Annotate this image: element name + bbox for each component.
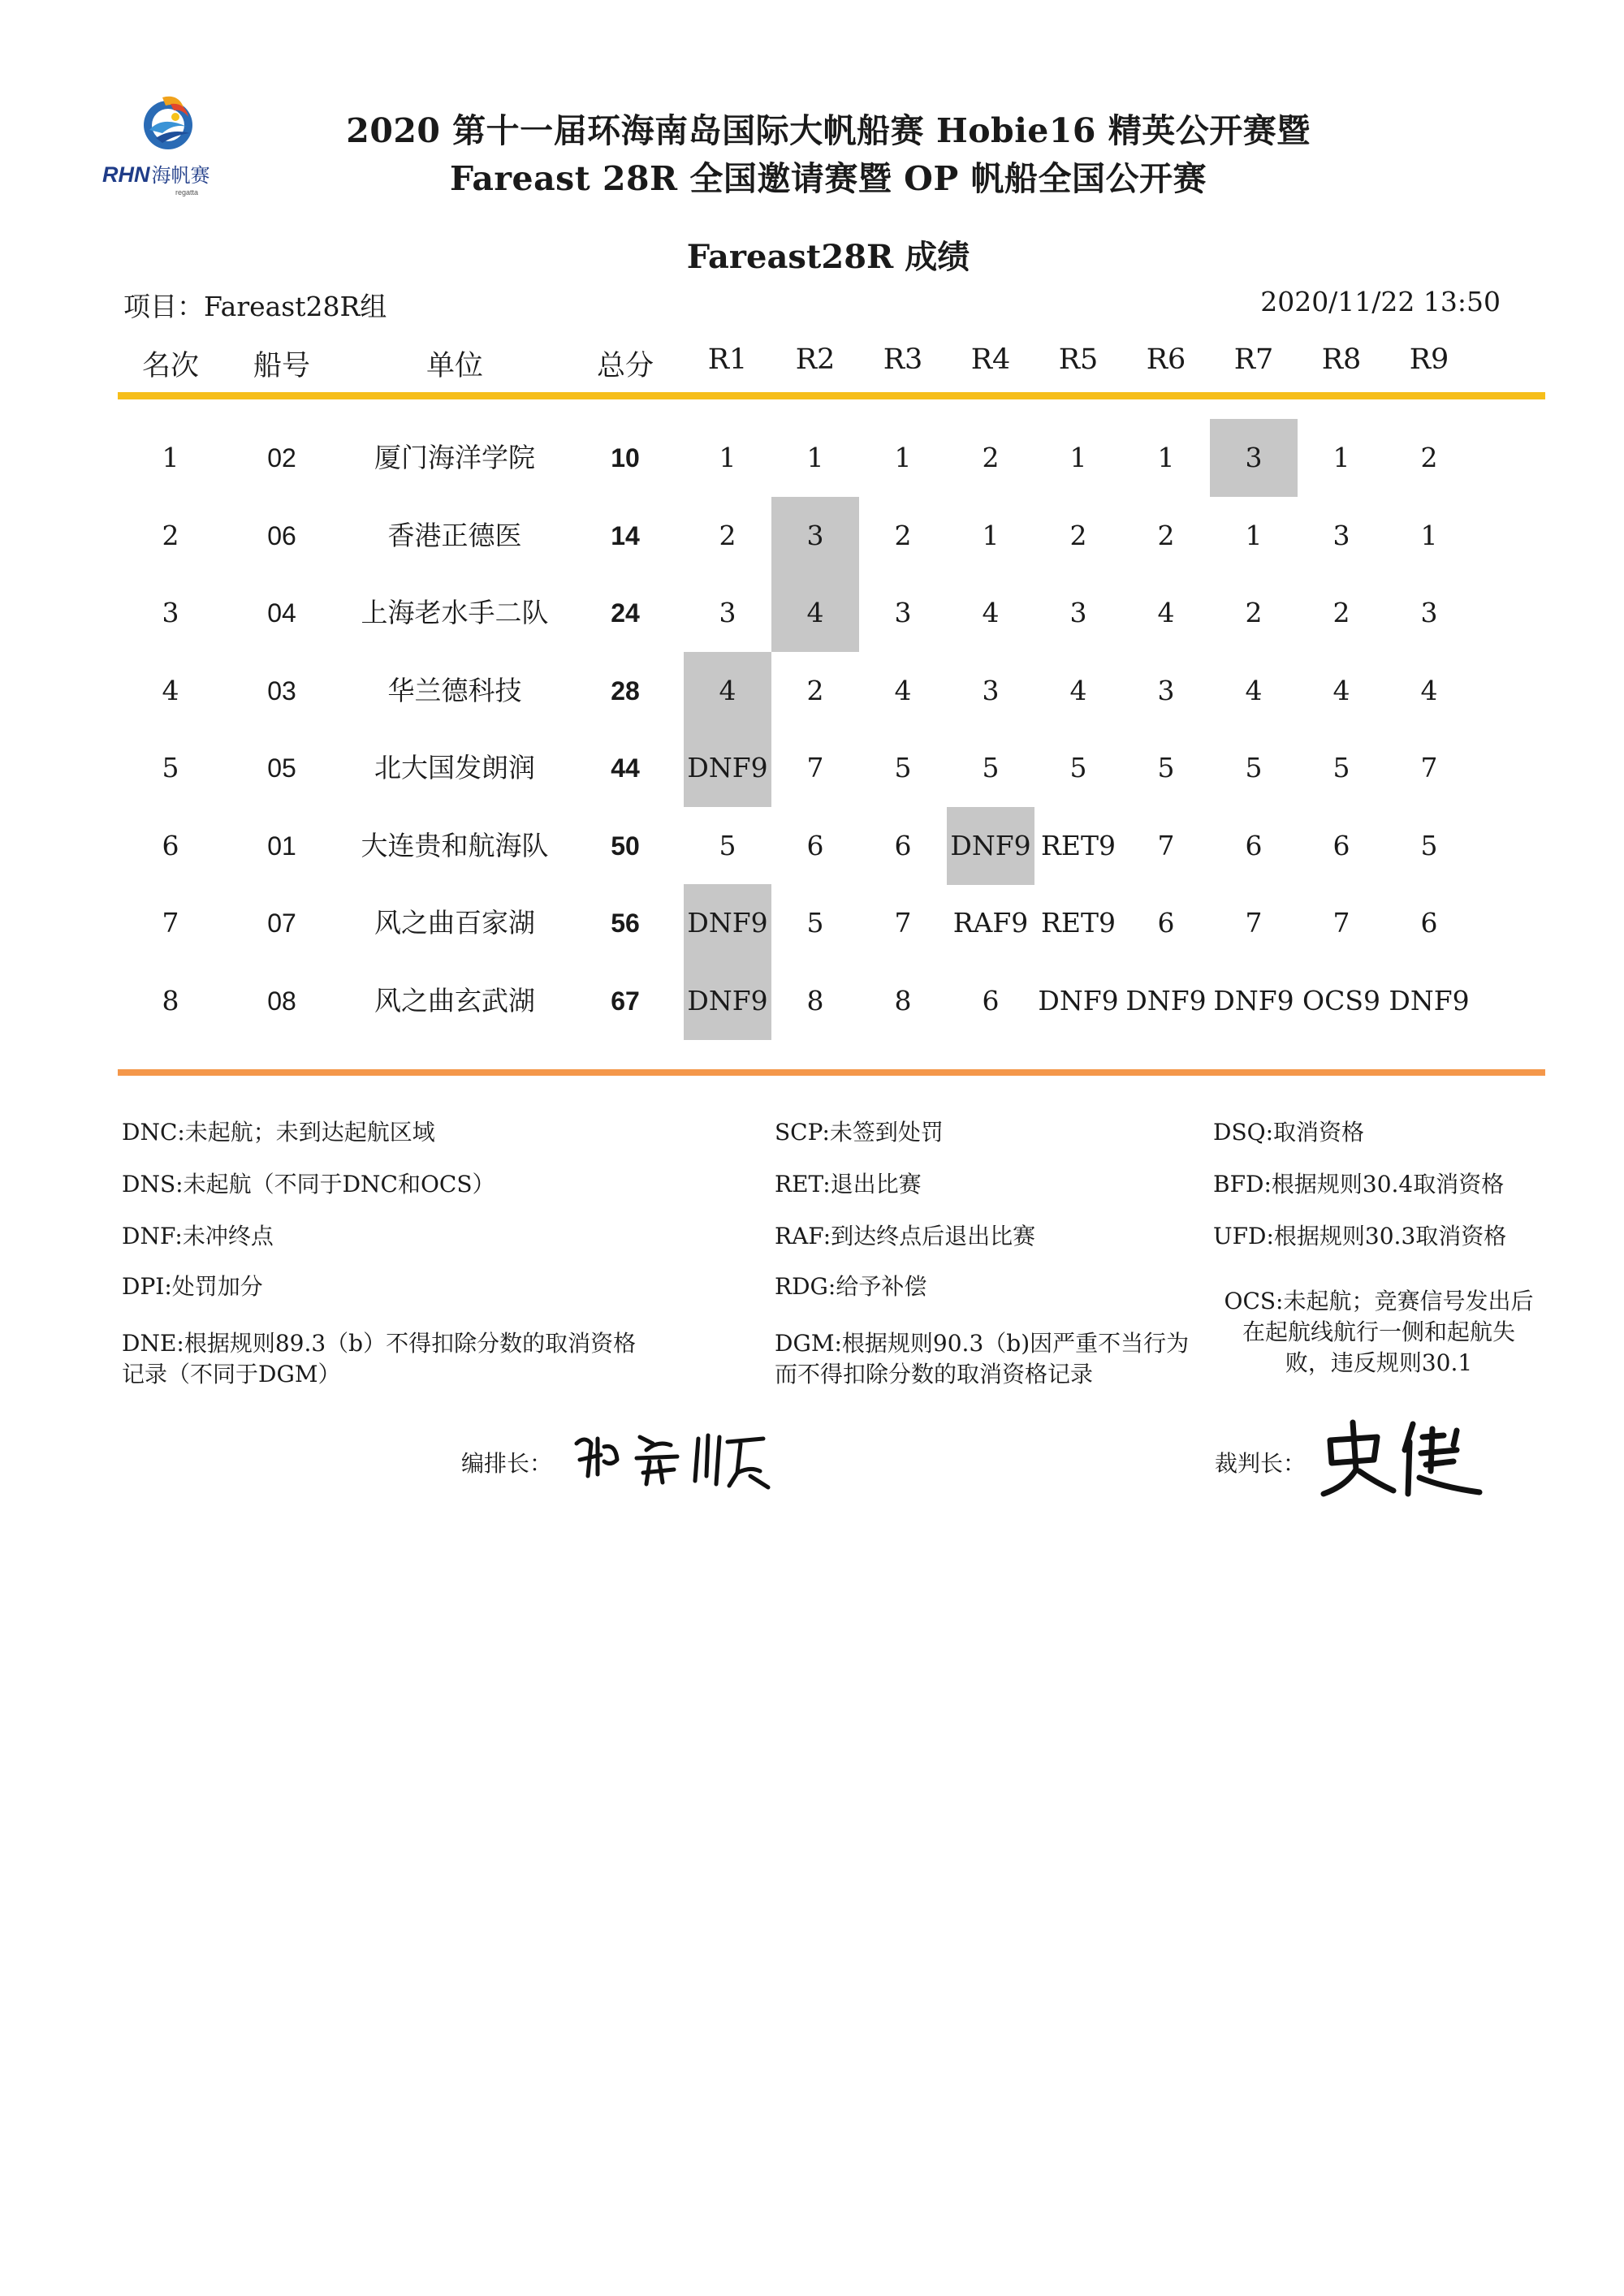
race-score-cell-r8: 7 xyxy=(1332,907,1350,939)
legend-dne-cont: 记录（不同于DGM） xyxy=(122,1361,341,1388)
rank-cell: 4 xyxy=(162,674,179,706)
race-score-cell-r4: 6 xyxy=(982,984,1000,1016)
col-header-total: 总分 xyxy=(596,350,654,382)
race-score-cell-r3: 3 xyxy=(894,597,912,628)
race-score-cell-r1: DNF9 xyxy=(684,884,771,962)
race-score-cell-r8: 4 xyxy=(1332,674,1350,706)
race-score-cell-r5: DNF9 xyxy=(1038,984,1119,1016)
race-score-cell-r7: DNF9 xyxy=(1213,984,1294,1016)
scorer-signature-icon xyxy=(568,1419,780,1492)
legend-dne: DNE:根据规则89.3（b）不得扣除分数的取消资格 xyxy=(122,1330,637,1357)
boat-number-cell: 03 xyxy=(267,675,296,706)
legend-ocs: OCS:未起航；竞赛信号发出后 xyxy=(1224,1288,1534,1314)
table-row xyxy=(0,729,1624,807)
legend-dns: DNS:未起航（不同于DNC和OCS） xyxy=(122,1171,495,1198)
race-score-cell-r1: 2 xyxy=(719,519,736,551)
table-row xyxy=(0,652,1624,730)
race-score-cell-r1: 1 xyxy=(719,442,736,473)
race-score-cell-r6: DNF9 xyxy=(1125,984,1207,1016)
legend-scp: SCP:未签到处罚 xyxy=(775,1119,944,1146)
report-datetime: 2020/11/22 13:50 xyxy=(1260,286,1501,317)
col-header-rank: 名次 xyxy=(141,350,199,382)
race-score-cell-r9: 6 xyxy=(1420,907,1438,939)
race-score-cell-r3: 8 xyxy=(894,984,912,1016)
table-row xyxy=(0,497,1624,575)
legend-ret: RET:退出比赛 xyxy=(775,1171,922,1198)
race-score-cell-r5: RET9 xyxy=(1041,829,1116,861)
race-score-cell-r5: 5 xyxy=(1069,752,1087,783)
boat-number-cell: 08 xyxy=(267,986,296,1016)
race-score-cell-r2: 7 xyxy=(806,752,824,783)
rank-cell: 8 xyxy=(162,984,179,1016)
race-score-cell-r3: 6 xyxy=(894,829,912,861)
rank-cell: 1 xyxy=(162,442,179,473)
race-score-cell-r4: 1 xyxy=(982,519,1000,551)
results-subtitle: Fareast28R 成绩 xyxy=(686,238,970,276)
col-header-team: 单位 xyxy=(425,350,483,382)
race-score-cell-r4: DNF9 xyxy=(947,807,1034,885)
total-score-cell: 67 xyxy=(611,986,640,1016)
page-title-line1: 2020 第十一届环海南岛国际大帆船赛 Hobie16 精英公开赛暨 xyxy=(346,111,1311,150)
total-score-cell: 28 xyxy=(611,675,640,706)
col-header-r5: R5 xyxy=(1058,343,1099,376)
total-score-cell: 24 xyxy=(611,598,640,628)
table-row xyxy=(0,574,1624,652)
race-score-cell-r9: 4 xyxy=(1420,674,1438,706)
team-cell: 华兰德科技 xyxy=(387,674,522,706)
legend-dsq: DSQ:取消资格 xyxy=(1213,1119,1365,1146)
race-score-cell-r9: 3 xyxy=(1420,597,1438,628)
race-score-cell-r6: 1 xyxy=(1157,442,1175,473)
race-score-cell-r7: 7 xyxy=(1245,907,1263,939)
table-bottom-rule xyxy=(118,1069,1545,1076)
race-score-cell-r9: 1 xyxy=(1420,519,1438,551)
race-score-cell-r1: DNF9 xyxy=(684,729,771,807)
race-score-cell-r4: RAF9 xyxy=(952,907,1029,939)
race-score-cell-r5: 2 xyxy=(1069,519,1087,551)
race-score-cell-r9: 5 xyxy=(1420,829,1438,861)
race-score-cell-r3: 5 xyxy=(894,752,912,783)
race-score-cell-r4: 3 xyxy=(982,674,1000,706)
race-score-cell-r9: DNF9 xyxy=(1389,984,1470,1016)
race-score-cell-r7: 4 xyxy=(1245,674,1263,706)
race-score-cell-r2: 3 xyxy=(771,497,859,575)
race-score-cell-r6: 2 xyxy=(1157,519,1175,551)
race-score-cell-r4: 4 xyxy=(982,597,1000,628)
team-cell: 上海老水手二队 xyxy=(361,597,549,628)
col-header-r7: R7 xyxy=(1233,343,1274,376)
team-cell: 风之曲玄武湖 xyxy=(374,984,535,1016)
legend-ocs-cont1: 在起航线航行一侧和起航失 xyxy=(1242,1318,1515,1345)
rank-cell: 5 xyxy=(162,752,179,783)
legend-rdg: RDG:给予补偿 xyxy=(775,1273,927,1300)
legend-dnf: DNF:未冲终点 xyxy=(122,1223,274,1249)
race-score-cell-r3: 2 xyxy=(894,519,912,551)
table-row xyxy=(0,962,1624,1040)
race-score-cell-r7: 6 xyxy=(1245,829,1263,861)
race-score-cell-r5: RET9 xyxy=(1041,907,1116,939)
col-header-r4: R4 xyxy=(970,343,1011,376)
race-score-cell-r6: 6 xyxy=(1157,907,1175,939)
race-score-cell-r1: DNF9 xyxy=(684,962,771,1040)
race-score-cell-r6: 3 xyxy=(1157,674,1175,706)
race-score-cell-r8: 6 xyxy=(1332,829,1350,861)
col-header-r8: R8 xyxy=(1321,343,1362,376)
rank-cell: 7 xyxy=(162,907,179,939)
race-score-cell-r9: 2 xyxy=(1420,442,1438,473)
col-header-boat: 船号 xyxy=(253,350,310,382)
col-header-r2: R2 xyxy=(795,343,836,376)
race-score-cell-r3: 7 xyxy=(894,907,912,939)
race-score-cell-r1: 5 xyxy=(719,829,736,861)
team-cell: 厦门海洋学院 xyxy=(374,442,535,473)
race-score-cell-r7: 2 xyxy=(1245,597,1263,628)
rank-cell: 6 xyxy=(162,829,179,861)
race-score-cell-r2: 1 xyxy=(806,442,824,473)
total-score-cell: 44 xyxy=(611,753,640,783)
race-score-cell-r3: 1 xyxy=(894,442,912,473)
legend-raf: RAF:到达终点后退出比赛 xyxy=(775,1223,1036,1249)
race-score-cell-r1: 3 xyxy=(719,597,736,628)
table-row xyxy=(0,807,1624,885)
col-header-r1: R1 xyxy=(707,343,748,376)
table-row xyxy=(0,884,1624,962)
table-row xyxy=(0,419,1624,497)
scorer-label: 编排长： xyxy=(461,1450,553,1477)
race-score-cell-r8: OCS9 xyxy=(1302,984,1380,1016)
race-score-cell-r1: 4 xyxy=(684,652,771,730)
legend-ufd: UFD:根据规则30.3取消资格 xyxy=(1213,1223,1507,1249)
race-score-cell-r2: 4 xyxy=(771,574,859,652)
rank-cell: 2 xyxy=(162,519,179,551)
race-score-cell-r6: 7 xyxy=(1157,829,1175,861)
event-label: 项目：Fareast28R组 xyxy=(123,291,387,322)
race-score-cell-r8: 2 xyxy=(1332,597,1350,628)
judge-label: 裁判长： xyxy=(1215,1450,1307,1477)
judge-signature-icon xyxy=(1314,1413,1492,1502)
race-score-cell-r2: 5 xyxy=(806,907,824,939)
race-score-cell-r5: 4 xyxy=(1069,674,1087,706)
race-score-cell-r8: 1 xyxy=(1332,442,1350,473)
total-score-cell: 56 xyxy=(611,908,640,938)
team-cell: 北大国发朗润 xyxy=(374,752,535,783)
race-score-cell-r9: 7 xyxy=(1420,752,1438,783)
legend-dgm: DGM:根据规则90.3（b)因严重不当行为 xyxy=(775,1330,1190,1357)
col-header-r6: R6 xyxy=(1146,343,1186,376)
legend-dpi: DPI:处罚加分 xyxy=(122,1273,263,1300)
race-score-cell-r4: 2 xyxy=(982,442,1000,473)
legend-ocs-cont2: 败，违反规则30.1 xyxy=(1285,1349,1473,1376)
legend-dnc: DNC:未起航；未到达起航区域 xyxy=(122,1119,435,1146)
boat-number-cell: 02 xyxy=(267,443,296,473)
page-title-line2: Fareast 28R 全国邀请赛暨 OP 帆船全国公开赛 xyxy=(450,159,1207,198)
race-score-cell-r7: 1 xyxy=(1245,519,1263,551)
rank-cell: 3 xyxy=(162,597,179,628)
table-top-rule xyxy=(118,392,1545,399)
team-cell: 风之曲百家湖 xyxy=(374,907,535,939)
boat-number-cell: 05 xyxy=(267,753,296,783)
col-header-r3: R3 xyxy=(883,343,923,376)
race-score-cell-r2: 2 xyxy=(806,674,824,706)
legend-dgm-cont: 而不得扣除分数的取消资格记录 xyxy=(775,1361,1094,1388)
rhn-logo xyxy=(96,91,242,196)
race-score-cell-r6: 4 xyxy=(1157,597,1175,628)
logo-sub: regatta xyxy=(175,188,199,196)
race-score-cell-r5: 1 xyxy=(1069,442,1087,473)
race-score-cell-r4: 5 xyxy=(982,752,1000,783)
boat-number-cell: 01 xyxy=(267,831,296,861)
race-score-cell-r7: 3 xyxy=(1210,419,1298,497)
total-score-cell: 14 xyxy=(611,520,640,550)
race-score-cell-r8: 3 xyxy=(1332,519,1350,551)
team-cell: 香港正德医 xyxy=(387,519,522,551)
boat-number-cell: 07 xyxy=(267,908,296,938)
logo-brand-cn: 海帆赛 xyxy=(151,164,210,187)
race-score-cell-r7: 5 xyxy=(1245,752,1263,783)
race-score-cell-r2: 8 xyxy=(806,984,824,1016)
race-score-cell-r8: 5 xyxy=(1332,752,1350,783)
race-score-cell-r2: 6 xyxy=(806,829,824,861)
race-score-cell-r5: 3 xyxy=(1069,597,1087,628)
legend-bfd: BFD:根据规则30.4取消资格 xyxy=(1213,1171,1505,1198)
team-cell: 大连贵和航海队 xyxy=(361,829,549,861)
boat-number-cell: 04 xyxy=(267,598,296,628)
rhn-emblem-icon xyxy=(138,91,198,154)
race-score-cell-r3: 4 xyxy=(894,674,912,706)
col-header-r9: R9 xyxy=(1409,343,1449,376)
total-score-cell: 50 xyxy=(611,831,640,861)
race-score-cell-r6: 5 xyxy=(1157,752,1175,783)
total-score-cell: 10 xyxy=(611,443,640,473)
boat-number-cell: 06 xyxy=(267,520,296,550)
logo-brand: RHN xyxy=(102,162,150,187)
